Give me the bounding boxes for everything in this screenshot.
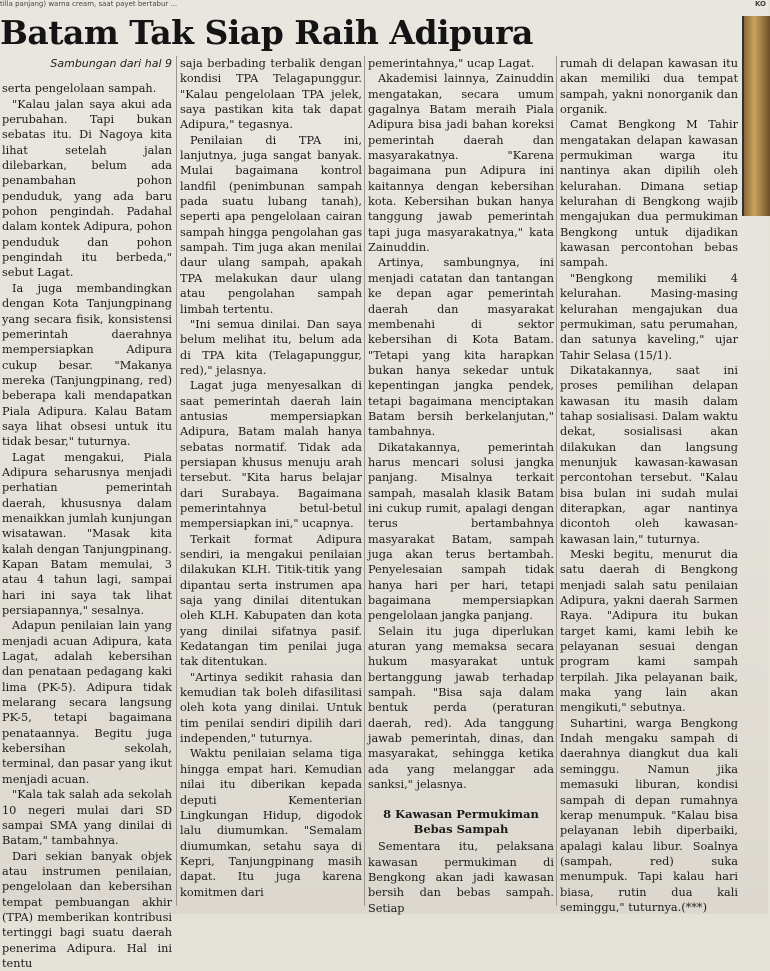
paragraph: Terkait format Adipura sendiri, ia mengakui penilaian dilakukan KLH. Titik-titik yang dipantau serta instrumen apa saja yang dinilai ditentukan oleh KLH. Kabupaten dan kota yang dinilai sifatnya pasif. Kedatangan tim penilai juga tak ditentukan.	[180, 532, 362, 669]
side-photo	[742, 16, 770, 216]
paragraph: Dikatakannya, saat ini proses pemilihan delapan kawasan itu masih dalam tahap sosialisasi. Dalam waktu dekat, sosialisasi akan dilakukan dan langsung menunjuk kawasan-kawasan percontohan tersebut. "Kalau bisa bulan ini sudah mulai diterapkan, agar nantinya dicontoh oleh kawasan-kawasan lain," tuturnya.	[560, 363, 738, 546]
subheading-line-2: Bebas Sampah	[413, 821, 509, 836]
paragraph: Dari sekian banyak objek atau instrumen penilaian, pengelolaan dan kebersihan tempat pembuangan akhir (TPA) memberikan kontribusi tertinggi bagi suatu daerah penerima Adipura. Hal ini tentu	[2, 849, 172, 970]
column-rule	[364, 56, 365, 906]
paragraph: Suhartini, warga Bengkong Indah mengaku sampah di daerahnya diangkut dua kali seminggu. Namun jika memasuki liburan, kondisi sampah di depan rumahnya kerap menumpuk. "Kalau bisa pelayanan lebih diperbaiki, apalagi kalau libur. Soalnya (sampah, red) suka menumpuk. Tapi kalau hari biasa, rutin dua kali seminggu," tuturnya.(***)	[560, 716, 738, 914]
subheading-line-1: 8 Kawasan Permukiman	[383, 806, 539, 821]
column-rule	[176, 56, 177, 906]
paragraph: rumah di delapan kawasan itu akan memiliki dua tempat sampah, yakni nonorganik dan organik.	[560, 57, 738, 117]
paragraph: Lagat juga menyesalkan di saat pemerintah daerah lain antusias mempersiapkan Adipura, Batam malah hanya sebatas normatif. Tidak ada persiapan khusus menuju arah tersebut. "Kita harus belajar dari Surabaya. Bagaimana pemerintahnya betul-betul mempersiapkan ini," ucapnya.	[180, 379, 362, 531]
article-column-3	[368, 56, 554, 915]
paragraph: Camat Bengkong M Tahir mengatakan delapan kawasan permukiman warga itu nantinya akan dipilih oleh kelurahan. Dimana setiap kelurahan di Bengkong wajib mengajukan dua permukiman Bengkong untuk dijadikan kawasan percontohan bebas sampah.	[560, 118, 738, 270]
paragraph: Adapun penilaian lain yang menjadi acuan Adipura, kata Lagat, adalah kebersihan dan penataan pedagang kaki lima (PK-5). Adipura tidak melarang secara langsung PK-5, tetapi bagaimana penataannya. Begitu juga kebersihan sekolah, terminal, dan pasar yang ikut menjadi acuan.	[2, 619, 172, 786]
strip-right: KO	[754, 0, 766, 8]
paragraph: "Kalau jalan saya akui ada perubahan. Tapi bukan sebatas itu. Di Nagoya kita lihat setelah jalan dilebarkan, belum ada penambahan pohon penduduk, yang ada baru pohon pengindah. Padahal dalam kontek Adipura, pohon penduduk dan pohon pengindah itu berbeda," sebut Lagat.	[2, 97, 172, 280]
article-column-4	[560, 56, 738, 914]
paragraph: saja berbading terbalik dengan kondisi TPA Telagapunggur. "Kalau pengelolaan TPA jelek, saya pastikan kita tak dapat Adipura," tegasnya.	[180, 57, 362, 132]
strip-text: tilla panjang) warna cream, saat payet bertabur ...	[0, 0, 178, 8]
previous-article-strip	[0, 0, 768, 8]
column-rule	[556, 56, 557, 906]
paragraph: Akademisi lainnya, Zainuddin mengatakan, secara umum gagalnya Batam meraih Piala Adipura bisa jadi bahan koreksi pemerintah daerah dan masyarakatnya. "Karena bagaimana pun Adipura ini kaitannya dengan kebersihan kota. Kebersihan bukan hanya tanggung jawab pemerintah tapi juga masyarakatnya," kata Zainuddin.	[368, 72, 554, 255]
paragraph: Artinya, sambungnya, ini menjadi catatan dan tantangan ke depan agar pemerintah daerah dan masyarakat membenahi di sektor kebersihan di Kota Batam. "Tetapi yang kita harapkan bukan hanya sekedar untuk kepentingan jangka pendek, tetapi bagaimana menciptakan Batam bersih berkelanjutan," tambahnya.	[368, 256, 554, 439]
paragraph: pemerintahnya," ucap Lagat.	[368, 57, 535, 70]
article-column-1	[2, 56, 172, 970]
paragraph: "Bengkong memiliki 4 kelurahan. Masing-masing kelurahan mengajukan dua permukiman, satu perumahan, dan satunya kaveling," ujar Tahir Selasa (15/1).	[560, 271, 738, 362]
continuation-note: Sambungan dari hal 9	[50, 57, 172, 70]
paragraph: "Artinya sedikit rahasia dan kemudian tak boleh difasilitasi oleh kota yang dinilai. Untuk tim penilai sendiri dipilih dari independen," tuturnya.	[180, 670, 362, 746]
paragraph: Meski begitu, menurut dia satu daerah di Bengkong menjadi salah satu penilaian Adipura, yakni daerah Sarmen Raya. "Adipura itu bukan target kami, kami lebih ke pelayanan sesuai dengan program kami sampah terpilah. Jika pelayanan baik, maka yang lain akan mengikuti," sebutnya.	[560, 548, 738, 715]
paragraph: Waktu penilaian selama tiga hingga empat hari. Kemudian nilai itu diberikan kepada deputi Kementerian Lingkungan Hidup, digodok lalu diumumkan. "Semalam diumumkan, setahu saya di Kepri, Tanjungpinang masih dapat. Itu juga karena komitmen dari	[180, 747, 362, 899]
headline: Batam Tak Siap Raih Adipura	[0, 13, 533, 52]
paragraph: Ia juga membandingkan dengan Kota Tanjungpinang yang secara fisik, konsistensi pemerintah daerahnya mempersiapkan Adipura cukup besar. "Makanya mereka (Tanjungpinang, red) beberapa kali mendapatkan Piala Adipura. Kalau Batam saya lihat obsesi untuk itu tidak besar," tuturnya.	[2, 281, 172, 449]
paragraph: Lagat mengakui, Piala Adipura seharusnya menjadi perhatian pemerintah daerah, khususnya dalam menaikkan jumlah kunjungan wisatawan. "Masak kita kalah dengan Tanjungpinang. Kapan Batam memulai, 3 atau 4 tahun lagi, sampai hari ini saya tak lihat persiapannya," sesalnya.	[2, 450, 172, 618]
paragraph: "Kala tak salah ada sekolah 10 negeri mulai dari SD sampai SMA yang dinilai di Batam," tambahnya.	[2, 788, 172, 848]
paragraph: Selain itu juga diperlukan aturan yang memaksa secara hukum masyarakat untuk bertanggung jawab terhadap sampah. "Bisa saja dalam bentuk perda (peraturan daerah, red). Ada tanggung jawab pemerintah, dinas, dan masyarakat, sehingga ketika ada yang melanggar ada sanksi," jelasnya.	[368, 624, 554, 792]
paragraph: serta pengelolaan sampah.	[2, 82, 157, 96]
article-column-2	[180, 56, 362, 906]
paragraph: Dikatakannya, pemerintah harus mencari solusi jangka panjang. Misalnya terkait sampah, masalah klasik Batam ini cukup rumit, apalagi dengan terus bertambahnya masyarakat Batam, sampah juga akan terus bertambah. Penyelesaian sampah tidak hanya hari per hari, tetapi bagaimana mempersiapkan pengelolaan jangka panjang.	[368, 440, 554, 623]
paragraph: Sementara itu, pelaksana kawasan permukiman di Bengkong akan jadi kawasan bersih dan bebas sampah. Setiap	[368, 840, 554, 915]
paragraph: "Ini semua dinilai. Dan saya belum melihat itu, belum ada di TPA kita (Telagapunggur, red)," jelasnya.	[180, 317, 362, 377]
paragraph: Penilaian di TPA ini, lanjutnya, juga sangat banyak. Mulai bagaimana kontrol landfil (penimbunan sampah pada suatu lubang tanah), seperti apa pengelolaan cairan sampah hingga pengolahan gas sampah. Tim juga akan menilai daur ulang sampah, apakah TPA melakukan daur ulang atau pengolahan sampah limbah tertentu.	[180, 133, 362, 316]
